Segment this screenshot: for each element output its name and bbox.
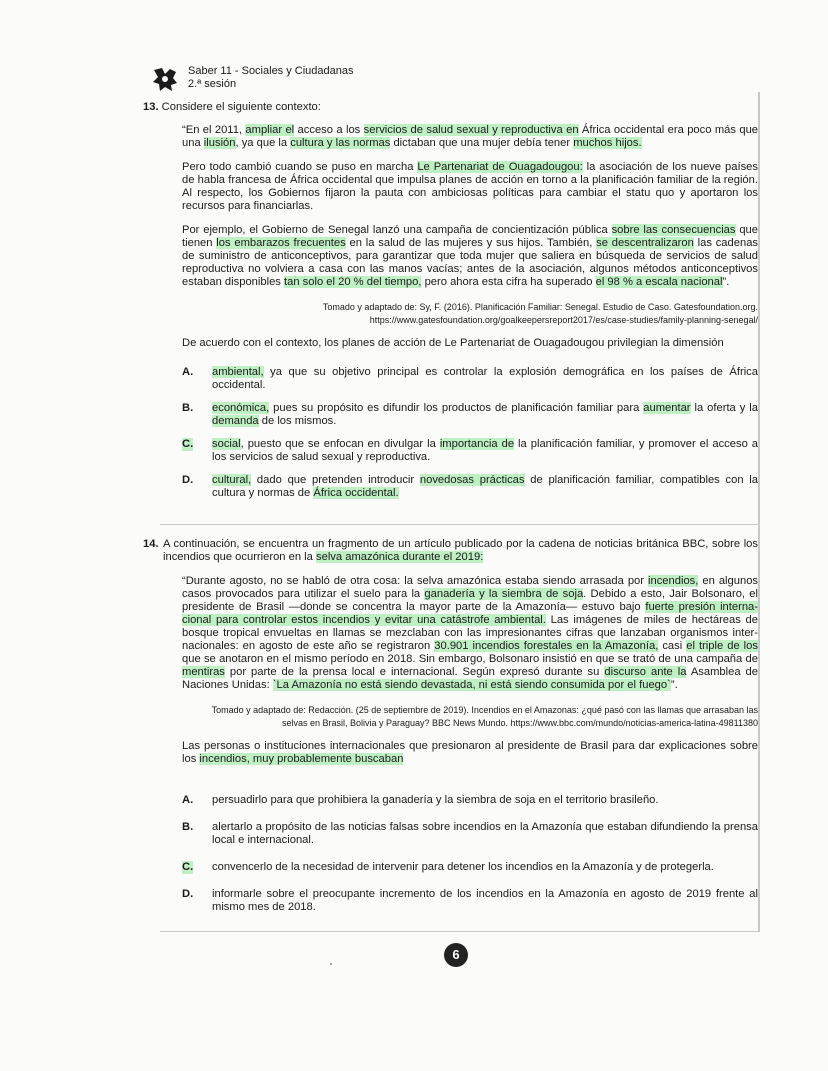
q13-option-c[interactable]: [160, 438, 758, 464]
q14-paragraph-1: [182, 575, 758, 692]
q13-options: [160, 366, 758, 500]
text-run: ya que su objetivo principal es controlar la explosión demográfica en los países de África occidental.: [212, 366, 758, 391]
highlighted-text: Le Partenariat de Ouagadougou:: [417, 161, 583, 173]
highlighted-text: fuerte presión interna-cional para controlar estos incendios y evitar una catástrofe ambiental.: [182, 601, 758, 626]
question-divider: [160, 524, 760, 525]
text-run: la planificación familiar, y promover el acceso a los servicios de salud sexual y reproductiva.: [212, 438, 758, 463]
highlighted-text: el triple de los: [686, 640, 758, 652]
text-run: “En el 2011,: [182, 124, 246, 136]
header-text: [188, 65, 354, 91]
highlighted-text: social: [212, 438, 241, 450]
text-run: África occidental era poco más que una: [182, 124, 759, 149]
highlighted-text: ampliar el: [245, 124, 295, 136]
q14-source-line-2: selvas en Brasil, Bolivia y Paraguay? BBC News Mundo. https://www.bbc.com/mundo/noticias-america-latina-49811380: [281, 718, 758, 728]
text-run: Las personas o instituciones internacionales que presionaron al presidente de Brasil para dar explicaciones sobre los: [182, 740, 758, 765]
q13-intro-line: [143, 101, 758, 114]
q13-paragraph-2: [182, 161, 758, 213]
highlighted-text: tan solo el 20 % del tiempo,: [284, 276, 422, 288]
highlighted-text: 30.901 incendios forestales en la Amazonía,: [434, 640, 659, 652]
highlighted-text: importancia de: [439, 438, 515, 450]
text-run: A continuación, se encuentra un fragmento de un artículo publicado por la cadena de noticias británica BBC, sobre los incendios que ocurrieron en la: [163, 538, 758, 563]
option-letter: C.: [182, 438, 194, 450]
text-run: la asociación de los nueve países de habla francesa de África occidental que impulsa planes de acción en torno a la planificación familiar de la región. Al respecto, los Gobiernos fijaron la pauta con ambiciosas políticas para cambiar el statu quo y aportaron los recursos para financiarlas.: [182, 161, 758, 212]
option-text: [212, 402, 758, 427]
q13-option-b[interactable]: [160, 402, 758, 428]
highlighted-text: África occidental.: [313, 487, 399, 499]
q14-option-a[interactable]: [160, 794, 758, 807]
highlighted-text: incendios, muy probablemente buscaban: [199, 753, 404, 765]
q14-intro: [143, 538, 758, 564]
text-run: acceso a los: [294, 124, 364, 136]
highlighted-text: se descentralizaron: [596, 237, 694, 249]
highlighted-text: aumentar: [643, 402, 691, 414]
q13-paragraph-3: [182, 224, 758, 289]
q13-source-line-2: https://www.gatesfoundation.org/goalkeepersreport2017/es/case-studies/family-planning-senegal/: [369, 315, 758, 325]
text-run: ”.: [722, 276, 730, 288]
highlighted-text: incendios,: [648, 575, 699, 587]
option-text: [212, 794, 659, 806]
q13-intro: Considere el siguiente contexto:: [161, 101, 321, 113]
option-letter: A.: [182, 794, 194, 806]
highlighted-text: ambiental,: [212, 366, 264, 378]
q13-option-a[interactable]: [160, 366, 758, 392]
text-run: Las imágenes de miles de hectáreas de bosque tropical envueltas en llamas se mezclaban con las impresionantes cifras que lanzaban organismos inter-nacionales: en agosto de este año se registraron: [182, 614, 758, 652]
q14-intro-block: [143, 538, 758, 564]
option-text: [212, 438, 758, 463]
option-letter: B.: [182, 821, 194, 833]
highlighted-text: `La Amazonía no está siendo devastada, ni está siendo consumida por el fuego`: [272, 679, 671, 691]
highlighted-text: cultura y las normas: [290, 137, 391, 149]
highlighted-text: mentiras: [182, 666, 225, 678]
highlighted-text: muchos hijos.: [573, 137, 642, 149]
text-run: dado que pretenden introducir: [251, 474, 420, 486]
option-text: [212, 861, 714, 873]
option-letter: D.: [182, 888, 194, 900]
text-run: las cadenas de suministro de anticonceptivos, para garantizar que toda mujer que saliera en búsqueda de servicios de salud reproductiva no volviera a casa con las manos vacías; antes de la asociación, algunos métodos anticonceptivos estaban disponibles: [182, 237, 759, 288]
highlighted-text: económica,: [212, 402, 270, 414]
highlighted-text: el 98 % a escala nacional: [595, 276, 723, 288]
q14-number: 14.: [143, 538, 159, 550]
q13-stem: De acuerdo con el contexto, los planes de acción de Le Partenariat de Ouagadougou privilegian la dimensión: [182, 337, 724, 349]
option-letter: C.: [182, 861, 194, 873]
text-run: convencerlo de la necesidad de intervenir para detener los incendios en la Amazonía y de protegerla.: [212, 861, 714, 873]
highlighted-text: ganadería y la siembra de soja: [424, 588, 584, 600]
exam-logo-icon: [152, 66, 178, 92]
page-number: 6: [444, 943, 468, 967]
highlighted-text: sobre las consecuencias: [611, 224, 736, 236]
highlighted-text: novedosas prácticas: [419, 474, 525, 486]
q13-paragraph-1: [182, 124, 758, 150]
page-bottom-rule: [160, 931, 760, 932]
option-text: [212, 366, 758, 391]
text-run: por parte de la prensa local e internacional. Según expresó durante su: [224, 666, 605, 678]
option-letter: A.: [182, 366, 194, 378]
header-session: 2.ª sesión: [188, 78, 237, 90]
q13-context: [160, 124, 758, 327]
header-title: Saber 11 - Sociales y Ciudadanas: [188, 65, 354, 77]
text-run: Por ejemplo, el Gobierno de Senegal lanzó una campaña de concientización pública: [182, 224, 612, 236]
q14-option-d[interactable]: [160, 888, 758, 914]
q14-options: [160, 794, 758, 914]
text-run: Asamblea de Naciones Unidas:: [182, 666, 759, 691]
q14-stem: [160, 740, 758, 766]
q13-number: 13.: [143, 101, 159, 113]
question-14: [143, 538, 759, 928]
highlighted-text: discurso ante la: [604, 666, 687, 678]
text-run: Pero todo cambió cuando se puso en marcha: [182, 161, 418, 173]
text-run: que se anotaron en el mismo período en 2018. Sin embargo, Bolsonaro insistió en que se trató de una campaña de: [182, 653, 758, 665]
text-run: pero ahora esta cifra ha superado: [421, 276, 596, 288]
highlighted-text: ilusión: [203, 137, 236, 149]
highlighted-text: demanda: [212, 415, 259, 427]
text-run: . Debido a esto, Jair Bolsonaro, el presidente de Brasil —donde se concentra la mayor parte de la Amazonía— estuvo bajo: [182, 588, 758, 613]
text-run: de los mismos.: [258, 415, 337, 427]
q14-source: [182, 704, 758, 730]
q13-option-d[interactable]: [160, 474, 758, 500]
text-run: casi: [658, 640, 687, 652]
option-text: [212, 474, 758, 499]
q14-context: [160, 575, 758, 730]
scan-dot: [330, 963, 332, 965]
text-run: de planificación familiar, compatibles con la cultura y normas de: [212, 474, 758, 499]
page-right-border: [758, 92, 760, 932]
highlighted-text: selva amazónica durante el 2019:: [316, 551, 484, 563]
highlighted-text: cultural,: [212, 474, 252, 486]
option-text: [212, 888, 758, 913]
text-run: persuadirlo para que prohibiera la ganadería y la siembra de soja en el territorio brasileño.: [212, 794, 659, 806]
text-run: dictaban que una mujer debía tener: [390, 137, 574, 149]
text-run: informarle sobre el preocupante incremento de los incendios en la Amazonía en agosto de 2019 frente al mismo mes de 2018.: [212, 888, 758, 913]
option-text: [212, 821, 758, 846]
highlighted-text: servicios de salud sexual y reproductiva en: [363, 124, 579, 136]
text-run: , puesto que se enfocan en divulgar la: [240, 438, 440, 450]
text-run: alertarlo a propósito de las noticias falsas sobre incendios en la Amazonía que estaban difundiendo la prensa local e internacional.: [212, 821, 758, 846]
text-run: la oferta y la: [690, 402, 758, 414]
text-run: pues su propósito es difundir los productos de planificación familiar para: [269, 402, 644, 414]
text-run: , ya que la: [235, 137, 291, 149]
q13-source-line-1: Tomado y adaptado de: Sy, F. (2016). Planificación Familiar: Senegal. Estudio de Caso. Gatesfoundation.org.: [322, 302, 758, 312]
text-run: en algunos casos provocados para utilizar el suelo para la: [182, 575, 759, 600]
q14-option-b[interactable]: [160, 821, 758, 847]
q13-source: [182, 301, 758, 327]
text-run: “Durante agosto, no se habló de otra cosa: la selva amazónica estaba siendo arrasada por: [182, 575, 648, 587]
highlighted-text: los embarazos frecuentes: [216, 237, 346, 249]
option-letter: B.: [182, 402, 194, 414]
text-run: en la salud de las mujeres y sus hijos. También,: [345, 237, 597, 249]
question-13: [143, 101, 759, 510]
text-run: que tienen: [182, 224, 758, 249]
q14-option-c[interactable]: [160, 861, 758, 874]
option-letter: D.: [182, 474, 194, 486]
q14-source-line-1: Tomado y adaptado de: Redacción. (25 de septiembre de 2019). Incendios en el Amazonas: ¿qué pasó con las llamas que arrasaban las: [211, 705, 758, 715]
text-run: ”.: [670, 679, 678, 691]
